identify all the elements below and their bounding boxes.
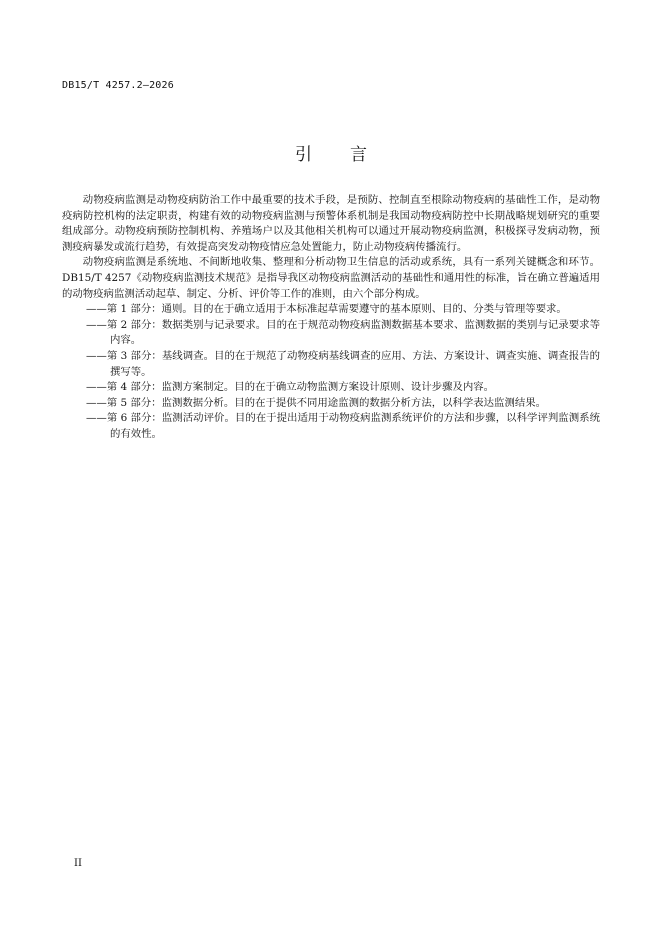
list-item: ——第 3 部分：基线调查。目的在于规范了动物疫病基线调查的应用、方法、方案设计、调查实施、调查报告的撰写等。	[86, 349, 600, 378]
list-item: ——第 1 部分：通则。目的在于确立适用于本标准起草需要遵守的基本原则、目的、分类与管理等要求。	[86, 303, 567, 316]
parts-list	[62, 302, 600, 442]
list-item: ——第 5 部分：监测数据分析。目的在于提供不同用途监测的数据分析方法，以科学表达监测结果。	[86, 396, 547, 409]
page-number: II	[74, 858, 82, 869]
introduction-body	[62, 193, 600, 443]
title-char-2: 言	[350, 145, 367, 165]
paragraph: 动物疫病监测是动物疫病防治工作中最重要的技术手段，是预防、控制直至根除动物疫病的基础性工作，是动物疫病防控机构的法定职责，构建有效的动物疫病监测与预警体系机制是我国动物疫病防控中长期战略规划研究的重要组成部分。动物疫病预防控制机构、养殖场户以及其他相关机构可以通过开展动物疫病监测，积极探寻发病动物，预测疫病暴发或流行趋势，有效提高突发动物疫情应急处置能力，防止动物疫病传播流行。	[62, 194, 600, 253]
list-item: ——第 2 部分：数据类别与记录要求。目的在于规范动物疫病监测数据基本要求、监测数据的类别与记录要求等内容。	[86, 318, 600, 347]
paragraph: 动物疫病监测是系统地、不间断地收集、整理和分析动物卫生信息的活动或系统，具有一系列关键概念和环节。DB15/T 4257《动物疫病监测技术规范》是指导我区动物疫病监测活动的基础性和通用性的标准，旨在确立普遍适用的动物疫病监测活动起草、制定、分析、评价等工作的准则，由六个部分构成。	[62, 256, 600, 300]
list-item: ——第 4 部分：监测方案制定。目的在于确立动物监测方案设计原则、设计步骤及内容。	[86, 381, 495, 394]
section-title	[0, 140, 662, 165]
title-char-1: 引	[295, 145, 312, 165]
document-code: DB15/T 4257.2—2026	[62, 80, 174, 91]
list-item: ——第 6 部分：监测活动评价。目的在于提出适用于动物疫病监测系统评价的方法和步骤，以科学评判监测系统的有效性。	[86, 412, 600, 440]
